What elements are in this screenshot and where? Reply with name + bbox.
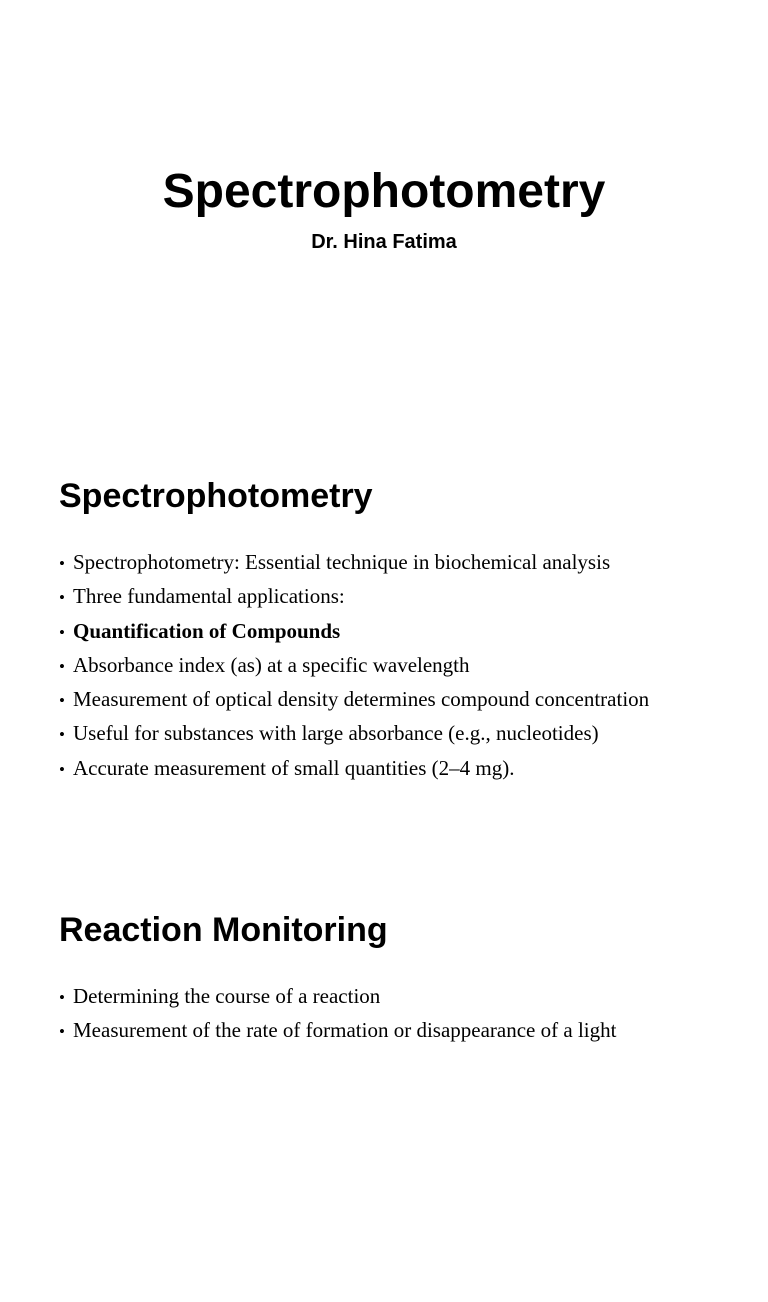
bullet-icon: • [59,588,65,608]
slide-heading: Spectrophotometry [59,477,373,515]
bullet-icon: • [59,656,65,676]
bullet-text: Three fundamental applications: [73,584,345,609]
list-item [59,546,759,580]
title-slide [0,0,768,434]
bullet-icon: • [59,554,65,573]
list-item [59,580,759,614]
bullet-text: Absorbance index (as) at a specific wavelength [73,652,470,677]
list-item [59,1014,759,1048]
slide-heading: Reaction Monitoring [59,911,388,949]
list-item [59,980,759,1014]
bullet-icon: • [59,622,65,642]
bullet-text: Determining the course of a reaction [73,984,381,1008]
bullet-icon: • [59,759,65,779]
bullet-list [59,980,759,1049]
slide-reaction-monitoring [0,868,768,1302]
list-item [59,649,759,683]
bullet-icon: • [59,725,65,745]
bullet-icon: • [59,691,65,711]
list-item [59,752,759,786]
bullet-text: Useful for substances with large absorbance (e.g., nucleotides) [73,721,599,746]
document-title: Spectrophotometry [162,165,606,218]
bullet-text: Measurement of optical density determines compound concentration [73,687,650,712]
list-item [59,717,759,751]
list-item [59,615,759,649]
bullet-text: Measurement of the rate of formation or disappearance of a light [73,1018,617,1043]
bullet-text-bold: Quantification of Compounds [73,618,341,643]
bullet-text: Accurate measurement of small quantities (2–4 mg). [73,755,515,780]
slide-spectrophotometry [0,434,768,868]
bullet-icon: • [59,988,65,1007]
author-name: Dr. Hina Fatima [311,231,457,253]
bullet-list [59,546,759,786]
list-item [59,683,759,717]
bullet-text: Spectrophotometry: Essential technique in biochemical analysis [73,550,611,574]
bullet-icon: • [59,1022,65,1042]
